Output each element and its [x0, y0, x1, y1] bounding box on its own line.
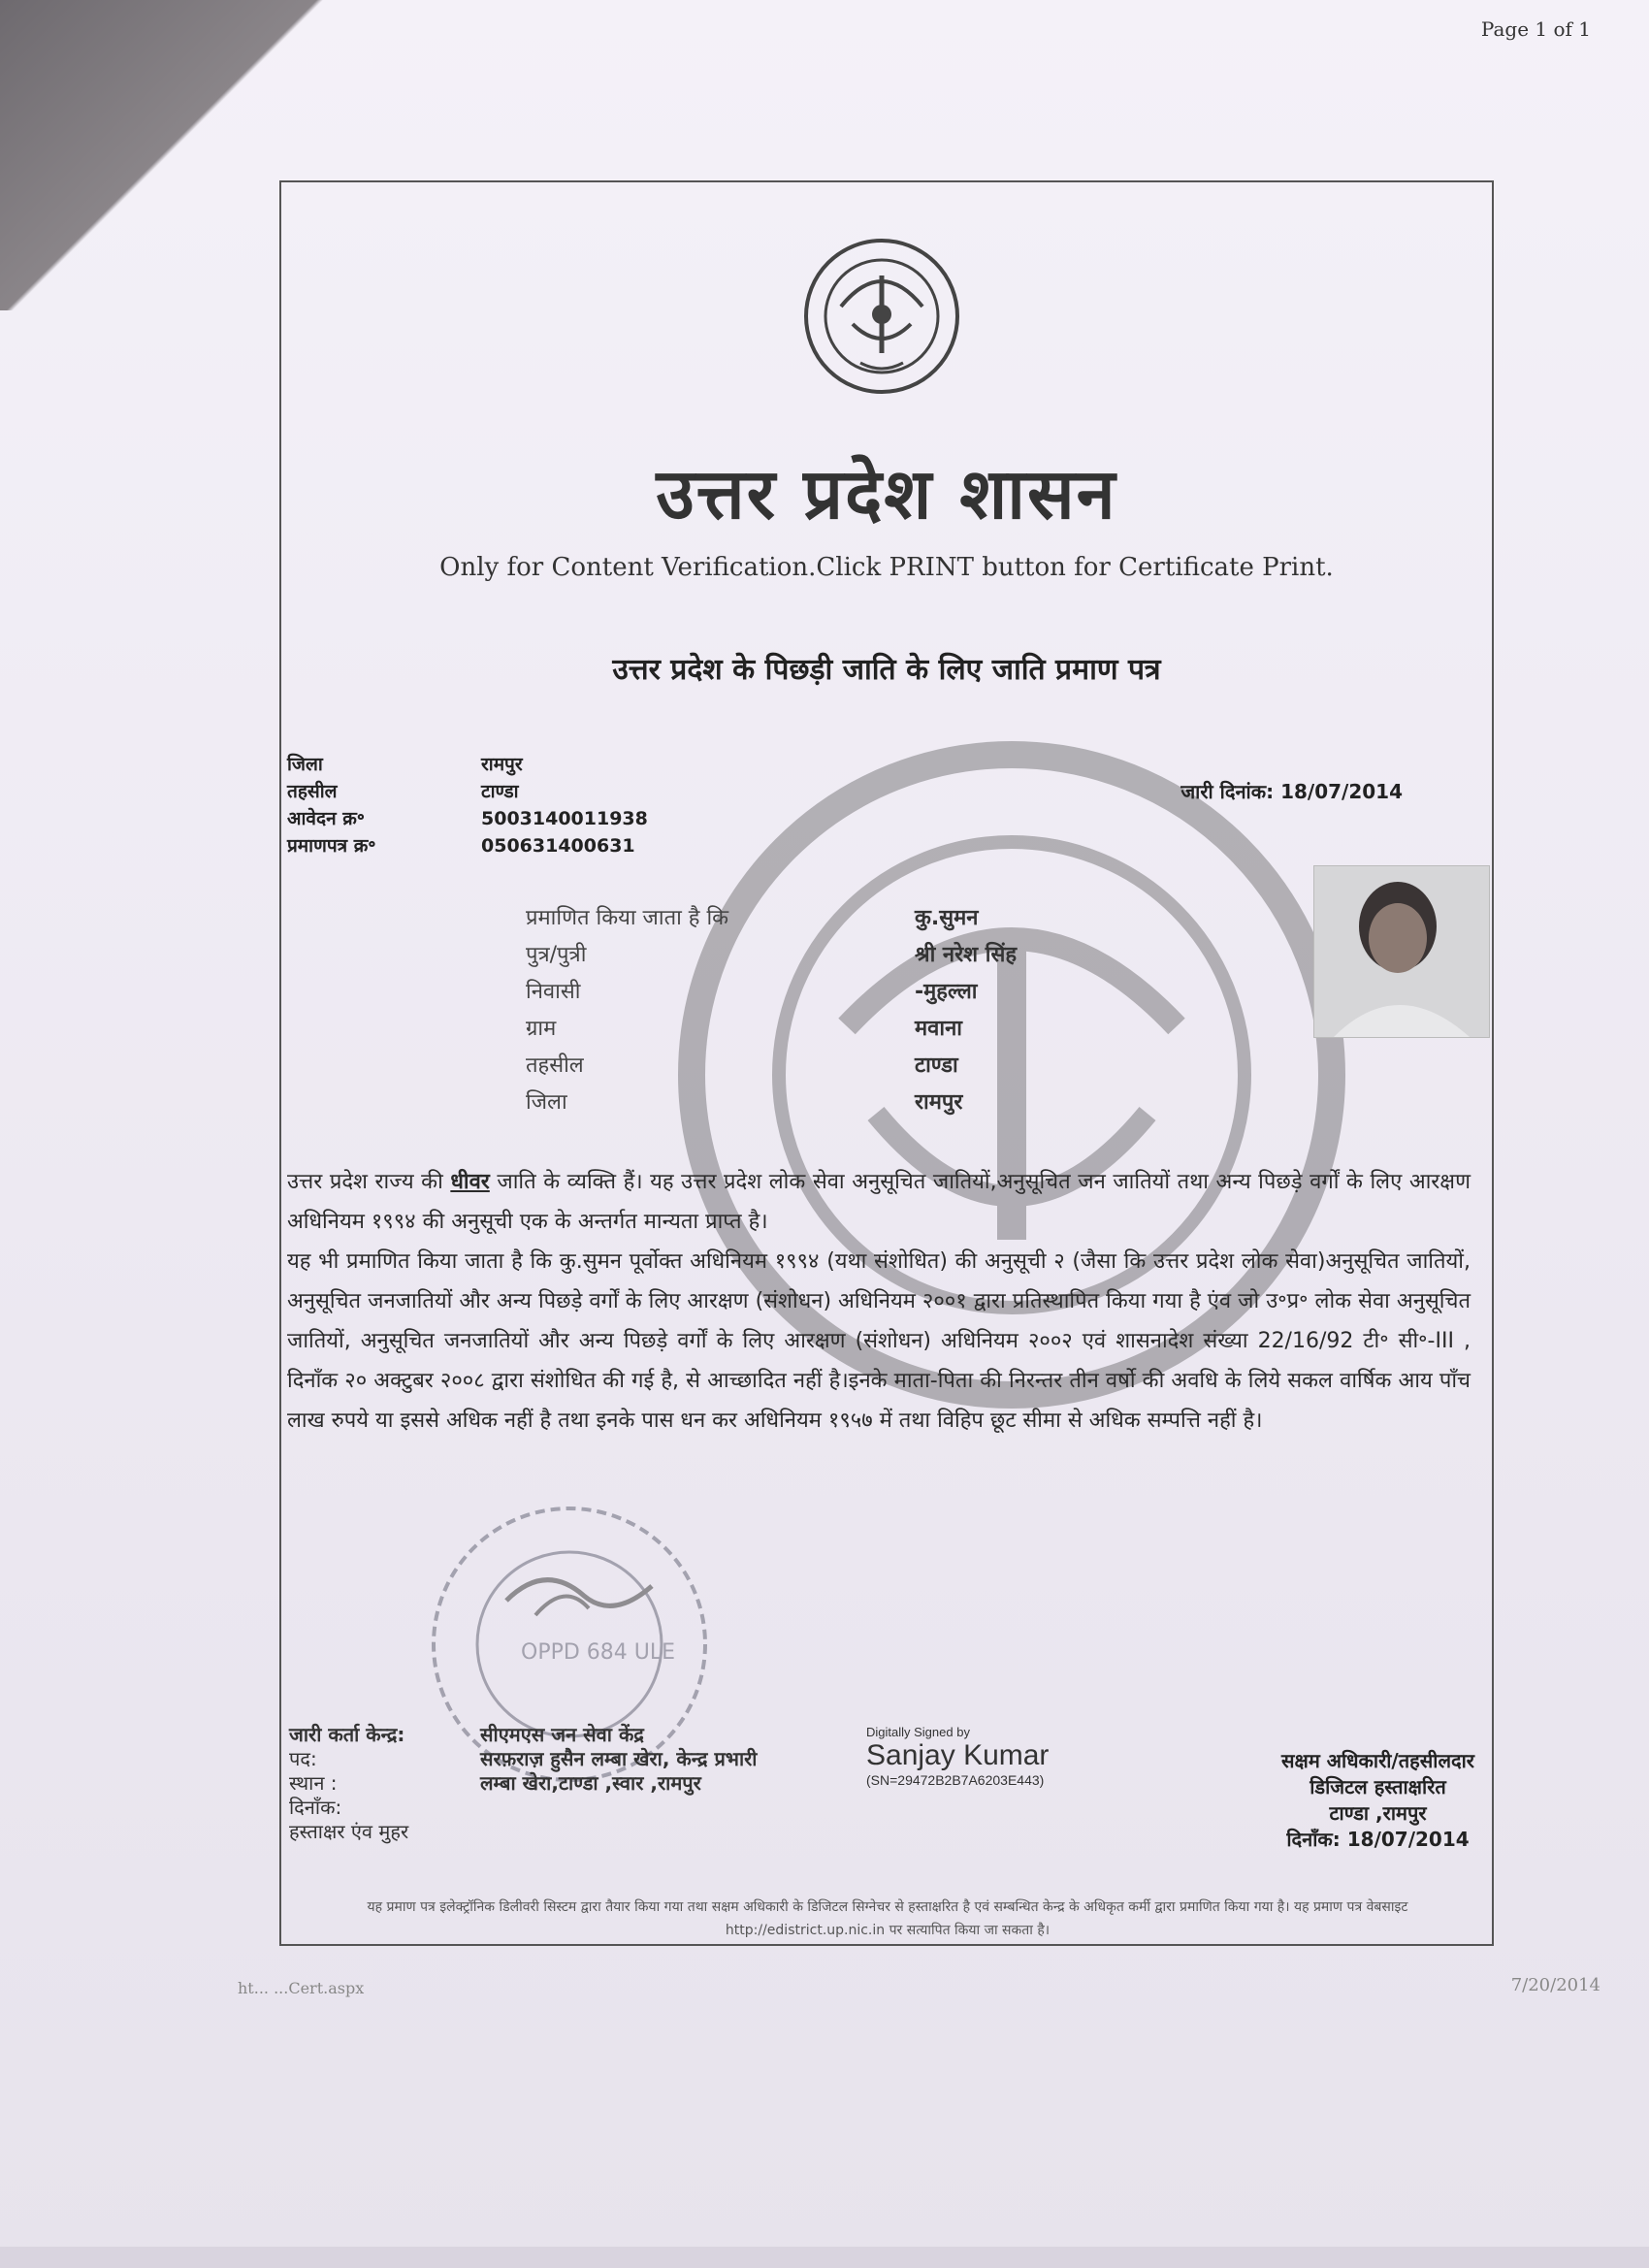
detail-value-tehsil: टाण्डा — [915, 1053, 958, 1078]
certificate-frame — [279, 180, 1494, 1946]
digital-signature-serial: (SN=29472B2B7A6203E443) — [866, 1772, 1045, 1788]
authority-signed-note: डिजिटल हस्ताक्षरित — [1310, 1775, 1446, 1798]
meta-label-certificate-no: प्रमाणपत्र क्र॰ — [287, 835, 376, 857]
certificate-heading: उत्तर प्रदेश के पिछड़ी जाति के लिए जाति प्रमाण पत्र — [612, 653, 1161, 687]
detail-label-resident: निवासी — [526, 980, 581, 1004]
detail-labels — [526, 900, 728, 1121]
page-number: Page 1 of 1 — [1480, 17, 1591, 41]
applicant-photo — [1313, 865, 1490, 1038]
meta-label-application-no: आवेदन क्र॰ — [287, 808, 365, 829]
print-date-footer: 7/20/2014 — [1510, 1975, 1600, 1995]
certificate-body — [287, 1162, 1471, 1441]
label-issuing-center: जारी कर्ता केन्द्र: — [289, 1723, 405, 1746]
body-paragraph-1 — [287, 1162, 1471, 1242]
value-place: लम्बा खेरा,टाण्डा ,स्वार ,रामपुर — [480, 1771, 701, 1795]
meta-labels — [287, 751, 375, 859]
detail-value-district: रामपुर — [915, 1090, 963, 1115]
detail-values — [915, 900, 1017, 1121]
label-date: दिनाँक: — [289, 1796, 342, 1819]
authority-date-label: दिनाँक: — [1286, 1828, 1341, 1851]
detail-label-certified: प्रमाणित किया जाता है कि — [526, 906, 729, 930]
meta-value-tehsil: टाण्डा — [481, 781, 519, 802]
value-post: सरफ़राज़ हुसैन लम्बा खेरा, केन्द्र प्रभारी — [480, 1747, 758, 1770]
body-paragraph-2: यह भी प्रमाणित किया जाता है कि कु.सुमन पूर्वोक्त अधिनियम १९९४ (यथा संशोधित) की अनुसूची २ (जैसा कि उत्तर प्रदेश लोक सेवा)अनुसूचित जातियों, अनुसूचित जनजातियों और अन्य पिछड़े वर्गों के लिए आरक्षण (संशोधन) अधिनियम २००१ द्वारा प्रतिस्थापित किया गया है एंव जो उ॰प्र॰ लोक सेवा अनुसूचित जातियों, अनुसूचित जनजातियों और अन्य पिछड़े वर्गों के लिए आरक्षण (संशोधन) अधिनियम २००२ एवं शासनादेश संख्या 22/16/92 टी॰ सी॰-III , दिनाँक २० अक्टुबर २००८ द्वारा संशोधित की गई है, से आच्छादित नहीं है।इनके माता-पिता की निरन्तर तीन वर्षो की अवधि के लिये सकल वार्षिक आय पाँच लाख रुपये या इससे अधिक नहीं है तथा इनके पास धन कर अधिनियम १९५७ में तथा विहिप छूट सीमा से अधिक सम्पत्ति नहीं है। — [287, 1249, 1471, 1433]
issuing-center-values — [480, 1723, 758, 1796]
caste-name: धीवर — [450, 1170, 490, 1194]
body-p1-after: जाति के व्यक्ति हैं। यह उत्तर प्रदेश लोक सेवा अनुसूचित जातियों,अनुसूचित जन जातियों तथा अन्य पिछड़े वर्गों के लिए आरक्षण अधिनियम १९९४ की अनुसूची एक के अन्तर्गत मान्यता प्राप्त है। — [287, 1170, 1471, 1234]
digital-signature-label: Digitally Signed by — [866, 1725, 970, 1739]
certificate-disclaimer: यह प्रमाण पत्र इलेक्ट्रॉनिक डिलीवरी सिस्टम द्वारा तैयार किया गया तथा सक्षम अधिकारी के डिजिटल सिग्नेचर से हस्ताक्षरित है एवं सम्बन्धित केन्द्र के अधिकृत कर्मी द्वारा प्रमाणित किया गया है। यह प्रमाण पत्र वेबसाइट http://edistrict.up.nic.in पर सत्यापित किया जा सकता है। — [367, 1899, 1408, 1938]
label-post: पद: — [289, 1747, 317, 1770]
detail-label-village: ग्राम — [526, 1017, 557, 1041]
meta-value-district: रामपुर — [481, 754, 523, 775]
meta-label-district: जिला — [287, 754, 323, 775]
meta-value-certificate-no: 050631400631 — [481, 835, 635, 857]
digital-signature — [866, 1725, 1049, 1788]
label-place: स्थान : — [289, 1771, 338, 1795]
government-title: उत्तर प्रदेश शासन — [656, 453, 1117, 535]
verification-note: Only for Content Verification.Click PRINT button for Certificate Print. — [439, 553, 1334, 582]
authority-title: सक्षम अधिकारी/तहसीलदार — [1280, 1749, 1474, 1772]
value-issuing-center: सीएमएस जन सेवा केंद्र — [480, 1723, 644, 1746]
authority-place: टाण्डा ,रामपुर — [1329, 1801, 1427, 1825]
detail-value-resident: -मुहल्ला — [915, 980, 978, 1004]
meta-value-application-no: 5003140011938 — [481, 808, 648, 829]
issuing-center-labels — [289, 1723, 408, 1844]
issue-date — [1180, 778, 1403, 804]
competent-authority — [1281, 1748, 1474, 1853]
detail-label-district: जिला — [526, 1090, 567, 1115]
meta-values — [481, 751, 648, 859]
office-seal-text: OPPD 684 ULE — [521, 1640, 676, 1665]
detail-value-name: कु.सुमन — [915, 906, 979, 930]
detail-label-child-of: पुत्र/पुत्री — [526, 943, 587, 967]
person-photo-icon — [1314, 866, 1489, 1037]
detail-label-tehsil: तहसील — [526, 1053, 584, 1078]
label-signature-seal: हस्ताक्षर एंव मुहर — [289, 1820, 409, 1843]
print-url-footer: ht... ...Cert.aspx — [238, 1979, 365, 1997]
detail-value-village: मवाना — [915, 1017, 962, 1041]
meta-label-tehsil: तहसील — [287, 781, 338, 802]
scan-bottom-edge — [0, 2247, 1649, 2268]
digital-signature-signer: Sanjay Kumar — [866, 1739, 1050, 1771]
issue-date-label: जारी दिनांक: — [1180, 780, 1275, 803]
authority-date — [1281, 1827, 1474, 1853]
authority-date-value: 18/07/2014 — [1346, 1828, 1470, 1851]
body-p1-before: उत्तर प्रदेश राज्य की — [287, 1170, 451, 1194]
up-government-emblem-icon — [802, 237, 961, 396]
issue-date-value: 18/07/2014 — [1280, 780, 1403, 803]
detail-value-parent: श्री नरेश सिंह — [915, 943, 1018, 967]
